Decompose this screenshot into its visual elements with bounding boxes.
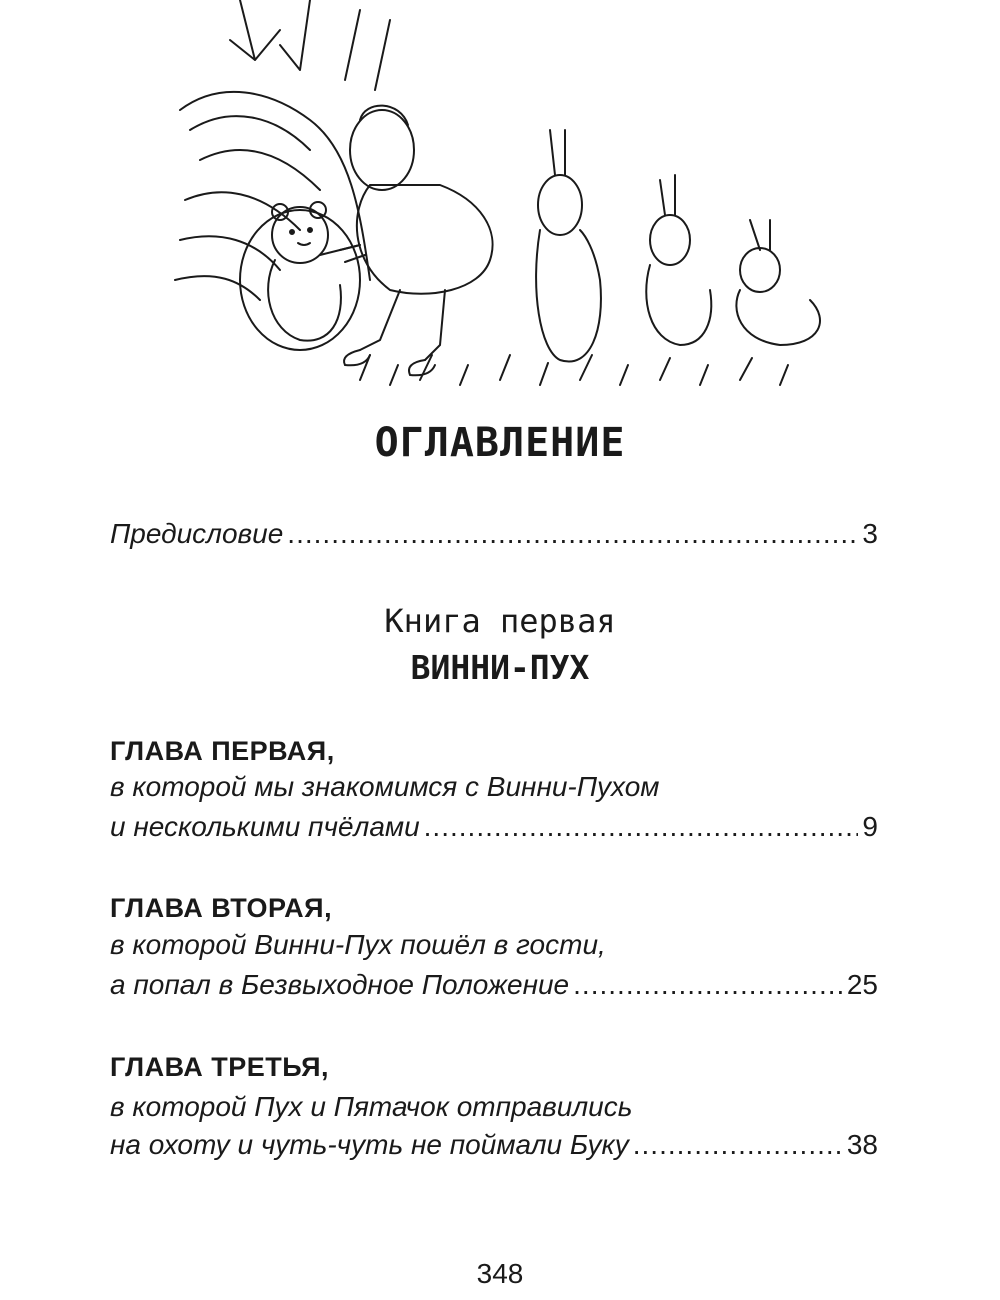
leader-dots	[424, 811, 859, 843]
book-title-line1: Книга первая	[384, 602, 616, 640]
page-number: 348	[476, 1258, 524, 1289]
toc-entry-chapter-1[interactable]	[110, 811, 878, 843]
preface-label: Предисловие	[110, 518, 284, 549]
preface-page: 3	[862, 518, 878, 549]
illustration-pooh-stuck-in-burrow	[160, 0, 840, 400]
chapter-3-heading: ГЛАВА ТРЕТЬЯ,	[110, 1052, 330, 1082]
chapter-3-subtitle-line2: на охоту и чуть-чуть не поймали Буку	[110, 1129, 629, 1160]
toc-title: ОГЛАВЛЕНИЕ	[374, 420, 626, 466]
chapter-1-subtitle-line1: в которой мы знакомимся с Винни-Пухом	[110, 771, 660, 802]
leader-dots	[287, 518, 858, 550]
chapter-2-heading: ГЛАВА ВТОРАЯ,	[110, 893, 333, 923]
chapter-2-subtitle-line1: в которой Винни-Пух пошёл в гости,	[110, 929, 606, 960]
leader-dots	[633, 1129, 843, 1161]
chapter-1-page: 9	[862, 811, 878, 842]
chapter-2-subtitle-line2: а попал в Безвыходное Положение	[110, 969, 570, 1000]
chapter-1-heading: ГЛАВА ПЕРВАЯ,	[110, 736, 335, 766]
chapter-1-subtitle-line2: и несколькими пчёлами	[110, 811, 420, 842]
toc-entry-chapter-2[interactable]	[110, 969, 878, 1001]
toc-entry-chapter-3[interactable]	[110, 1129, 878, 1161]
chapter-3-subtitle-line1: в которой Пух и Пятачок отправились	[110, 1091, 633, 1122]
book-title-line2: ВИННИ-ПУХ	[410, 648, 590, 687]
toc-entry-preface[interactable]	[110, 518, 878, 550]
leader-dots	[573, 969, 843, 1001]
chapter-3-page: 38	[846, 1129, 878, 1160]
chapter-2-page: 25	[846, 969, 878, 1000]
